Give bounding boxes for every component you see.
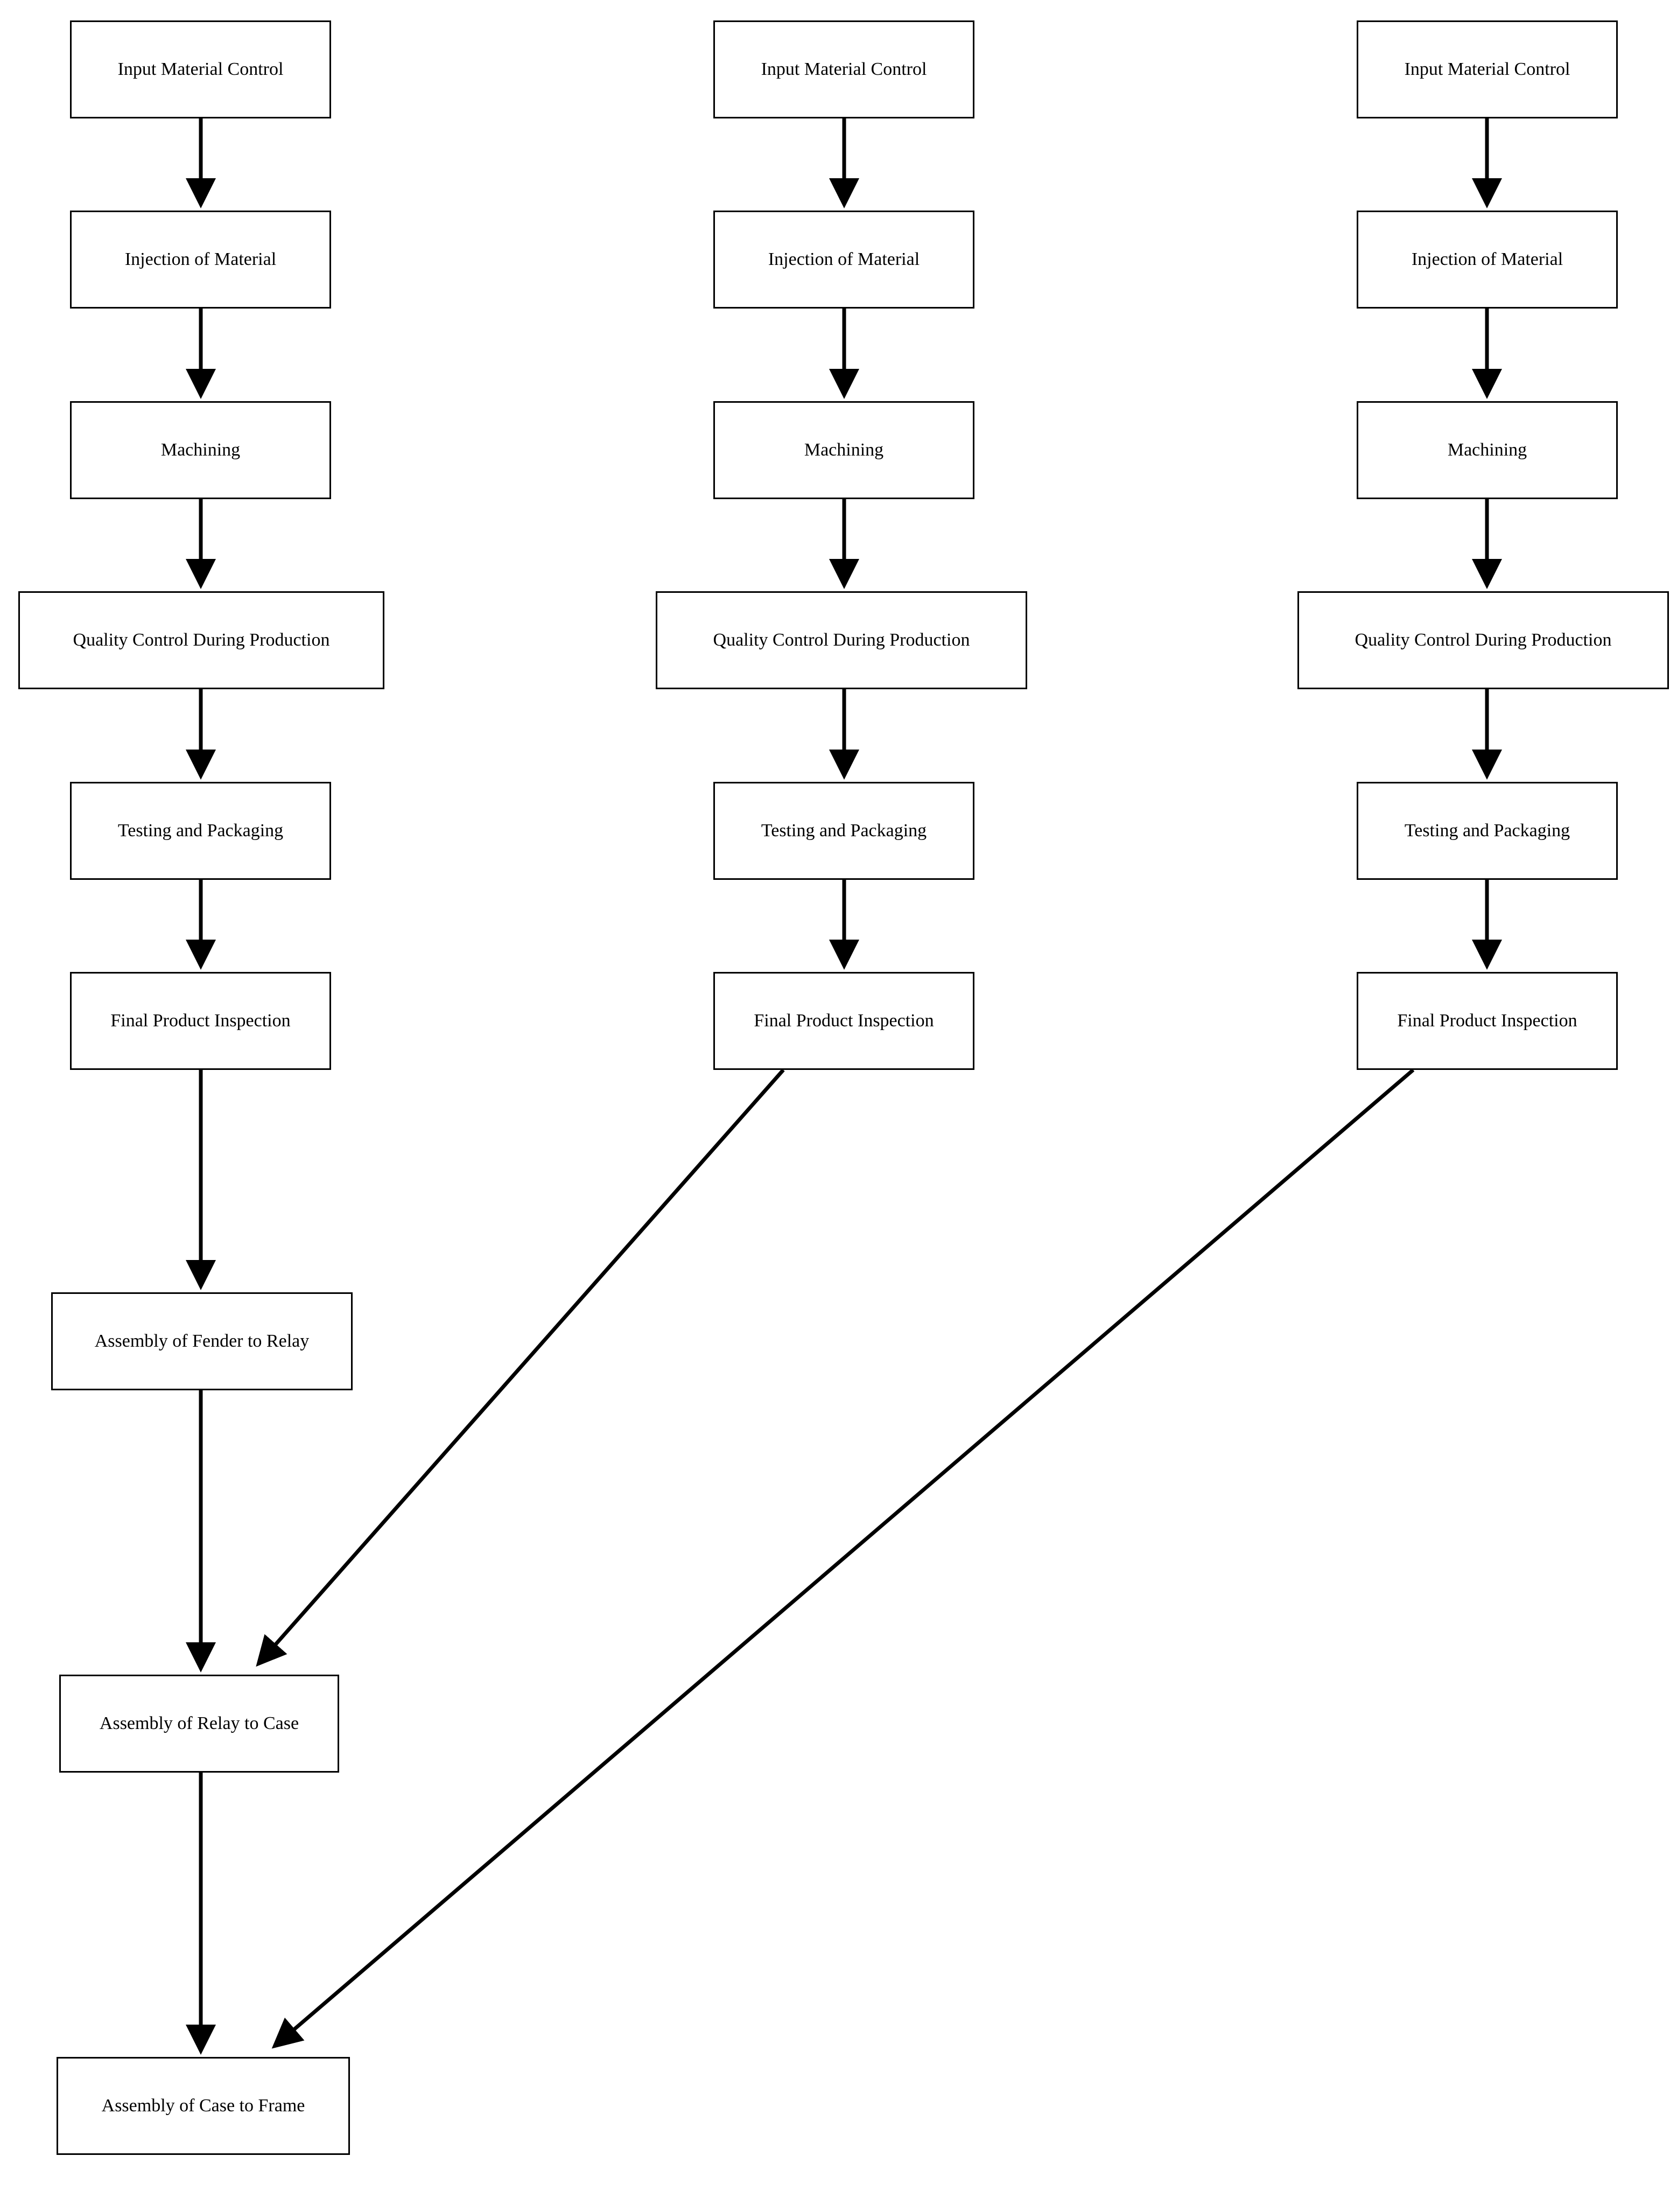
process-node[interactable]: Assembly of Relay to Case [59, 1675, 339, 1773]
process-node[interactable]: Injection of Material [70, 211, 331, 309]
process-node[interactable]: Input Material Control [1357, 20, 1618, 118]
process-node[interactable]: Machining [713, 401, 974, 499]
process-node[interactable]: Input Material Control [713, 20, 974, 118]
process-node[interactable]: Quality Control During Production [656, 591, 1027, 689]
process-node[interactable]: Testing and Packaging [713, 782, 974, 880]
process-node[interactable]: Final Product Inspection [713, 972, 974, 1070]
process-node[interactable]: Input Material Control [70, 20, 331, 118]
process-node[interactable]: Machining [1357, 401, 1618, 499]
flow-arrow [275, 1070, 1413, 2046]
process-node[interactable]: Final Product Inspection [1357, 972, 1618, 1070]
process-node[interactable]: Injection of Material [1357, 211, 1618, 309]
process-node[interactable]: Machining [70, 401, 331, 499]
process-node[interactable]: Injection of Material [713, 211, 974, 309]
process-node[interactable]: Assembly of Fender to Relay [51, 1292, 353, 1390]
process-node[interactable]: Final Product Inspection [70, 972, 331, 1070]
process-node[interactable]: Quality Control During Production [18, 591, 384, 689]
process-node[interactable]: Testing and Packaging [70, 782, 331, 880]
process-node[interactable]: Testing and Packaging [1357, 782, 1618, 880]
process-node[interactable]: Assembly of Case to Frame [57, 2057, 350, 2155]
process-node[interactable]: Quality Control During Production [1297, 591, 1669, 689]
